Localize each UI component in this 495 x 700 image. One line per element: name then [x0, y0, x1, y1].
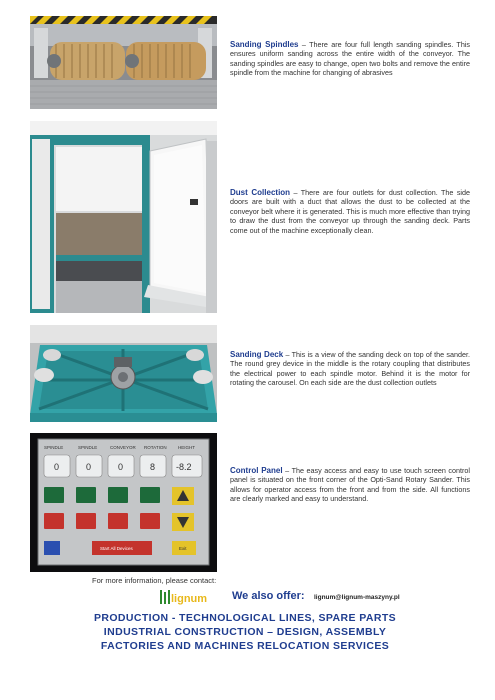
contact-line: For more information, please contact:: [92, 576, 217, 585]
sanding-deck-text: – This is a view of the sanding deck on top of the sander. The round grey device in the middle is the rotary coupling that distributes the electrical power to each spindle motor. Behind it is the motor for rotating the carousel. On each side are the dust collection outlets: [230, 350, 470, 388]
control-panel-caption: [230, 466, 470, 504]
panel-header-4: ROTATION: [144, 445, 167, 450]
sanding-spindles-caption: [230, 40, 470, 78]
dust-collection-text: – There are four outlets for dust collection. The side doors are built with a duct that allows the dust to be collected at the conveyor belt where it is generated. This is much more effective than trying to draw the dust from the conveyor up through the sanding deck. Parts come out of the machine exceptionally clean.: [230, 188, 471, 235]
logo-text: lignum: [171, 593, 208, 605]
services-line-3: FACTORIES AND MACHINES RELOCATION SERVICES: [100, 640, 390, 652]
dust-collection-caption: [230, 188, 470, 235]
panel-readout-2: 0: [86, 462, 92, 472]
sanding-deck-title: Sanding Deck: [230, 350, 284, 359]
dust-collection-photo: [30, 121, 217, 313]
control-panel-photo: [30, 433, 217, 572]
dust-collection-title: Dust Collection: [230, 188, 291, 197]
services-line-2: INDUSTRIAL CONSTRUCTION – DESIGN, ASSEMBLY: [103, 626, 387, 638]
sanding-deck-photo: [30, 325, 217, 422]
panel-start-label: Start All Devices: [100, 546, 133, 551]
panel-readout-1: 0: [54, 462, 60, 472]
offer-heading: We also offer:: [232, 590, 305, 602]
sanding-spindles-photo: [30, 16, 217, 109]
sanding-spindles-text: – There are four full length sanding spindles. This ensures uniform sanding across the entire width of the conveyor. The sanding spindles are easy to change, open two bolts and remove the entire spindle from the machine for changing of abrasives: [230, 40, 471, 78]
services-line-1: PRODUCTION - TECHNOLOGICAL LINES, SPARE PARTS: [93, 612, 397, 624]
panel-readout-4: 8: [150, 462, 156, 472]
panel-header-3: CONVEYOR: [110, 445, 136, 450]
sanding-spindles-title: Sanding Spindles: [230, 40, 299, 49]
panel-readout-3: 0: [118, 462, 124, 472]
control-panel-text: – The easy access and easy to use touch screen control panel is situated on the front corner of the Opti-Sand Rotary Sander. This allows for operator access from the front and from the side. All functions are clearly marked and easy to understand.: [230, 466, 470, 504]
panel-header-1: SPINDLE: [44, 445, 64, 450]
control-panel-title: Control Panel: [230, 466, 283, 475]
panel-header-2: SPINDLE: [78, 445, 98, 450]
sanding-deck-caption: [230, 350, 470, 388]
panel-readout-5: -8.2: [176, 462, 192, 472]
panel-header-5: HEIGHT: [178, 445, 196, 450]
lignum-logo: [158, 588, 216, 606]
panel-exit-label: Exit: [179, 546, 187, 551]
contact-email[interactable]: lignum@lignum-maszyny.pl: [314, 594, 400, 601]
